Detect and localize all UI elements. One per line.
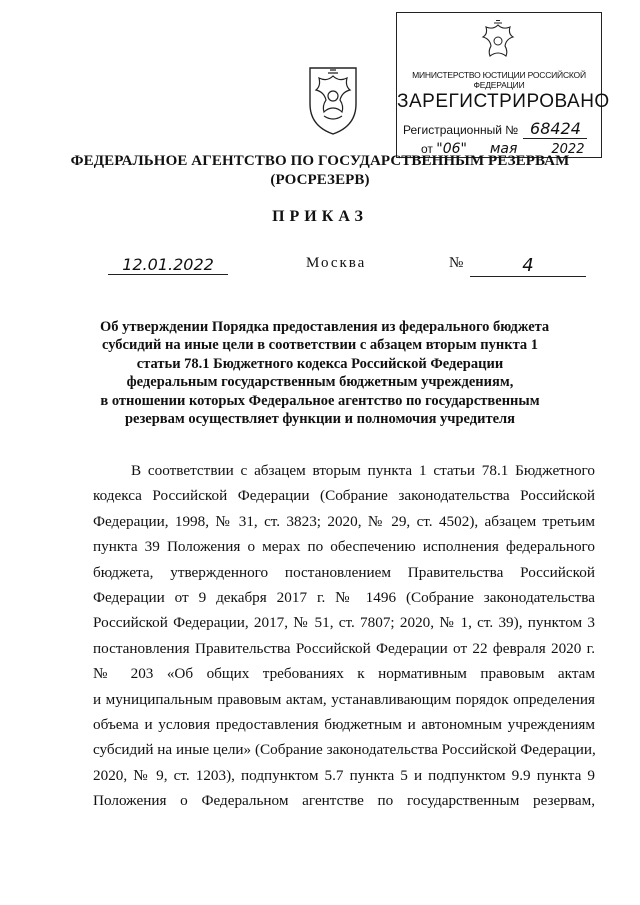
stamp-date-year: 2022: [547, 142, 589, 158]
order-date: 12.01.2022: [108, 255, 228, 275]
stamp-registered: ЗАРЕГИСТРИРОВАНО: [397, 91, 610, 112]
body-line: постановления Правительства Российской Федерации от 22 февраля 2020 г.: [93, 639, 595, 657]
subject-line: федеральным государственным бюджетным учреждениям,: [126, 374, 514, 391]
stamp-reg-row: [403, 119, 587, 139]
order-city: Москва: [306, 255, 367, 271]
body-line: Российской Федерации, 2017, № 51, ст. 7807; 2020, № 1, ст. 39), пунктом 3: [93, 614, 595, 632]
body-line: В соответствии с абзацем вторым пункта 1 статьи 78.1 Бюджетного: [131, 462, 595, 479]
order-subject: [100, 318, 550, 428]
subject-line: статьи 78.1 Бюджетного кодекса Российской Федерации: [136, 355, 504, 372]
subject-line: в отношении которых Федеральное агентство по государственным: [100, 392, 540, 409]
subject-line: Об утверждении Порядка предоставления из федерального бюджета: [100, 319, 550, 335]
body-line: объема и условия предоставления бюджетным и автономным учреждениям: [93, 715, 595, 733]
order-number: 4: [470, 255, 586, 277]
stamp-reg-label: Регистрационный №: [403, 123, 519, 137]
body-line: 2020, № 9, ст. 1203), подпунктом 5.7 пункта 5 и подпунктом 9.9 пункта 9: [93, 766, 595, 784]
document-type: ПРИКАЗ: [272, 208, 368, 225]
body-line: и муниципальным правовым актам, устанавливающим порядок определения: [93, 690, 595, 708]
stamp-ministry: МИНИСТЕРСТВО ЮСТИЦИИ РОССИЙСКОЙ ФЕДЕРАЦИИ: [412, 70, 586, 90]
stamp-reg-number: 68424: [523, 119, 587, 139]
stamp-date-month: мая: [474, 141, 534, 158]
body-line: пункта 39 Положения о мерах по обеспечению исполнения федерального: [93, 538, 595, 556]
agency-line-2: (РОСРЕЗЕРВ): [270, 172, 370, 188]
subject-line: резервам осуществляет функции и полномочия учредителя: [124, 411, 516, 428]
stamp-date-prefix: от: [421, 142, 433, 156]
subject-line: субсидий на иные цели в соответствии с абзацем вторым пункта 1: [101, 337, 539, 354]
body-line: Федерации от 9 декабря 2017 г. № 1496 (Собрание законодательства: [93, 588, 595, 606]
order-number-label: №: [449, 255, 464, 271]
body-line: № 203 «Об общих требованиях к нормативным правовым актам: [93, 665, 595, 683]
stamp-emblem-icon: [477, 19, 519, 65]
agency-line-1: ФЕДЕРАЛЬНОЕ АГЕНТСТВО ПО ГОСУДАРСТВЕННЫМ РЕЗЕРВАМ: [70, 153, 570, 169]
stamp-date-day: "06": [436, 141, 467, 157]
body-line: кодекса Российской Федерации (Собрание законодательства Российской: [93, 487, 595, 505]
coat-of-arms-emblem: [304, 60, 362, 136]
body-line: Федерации, 1998, № 31, ст. 3823; 2020, № 29, ст. 4502), абзацем третьим: [93, 512, 595, 530]
agency-name: [0, 152, 640, 190]
registration-stamp: [396, 12, 610, 158]
body-line: Положения о Федеральном агентстве по государственным резервам,: [93, 792, 595, 810]
body-line: субсидий на иные цели» (Собрание законодательства Российской Федерации,: [93, 741, 596, 759]
body-line: бюджета, утвержденного постановлением Правительства Российской: [93, 563, 595, 581]
body-paragraph: [93, 458, 595, 813]
